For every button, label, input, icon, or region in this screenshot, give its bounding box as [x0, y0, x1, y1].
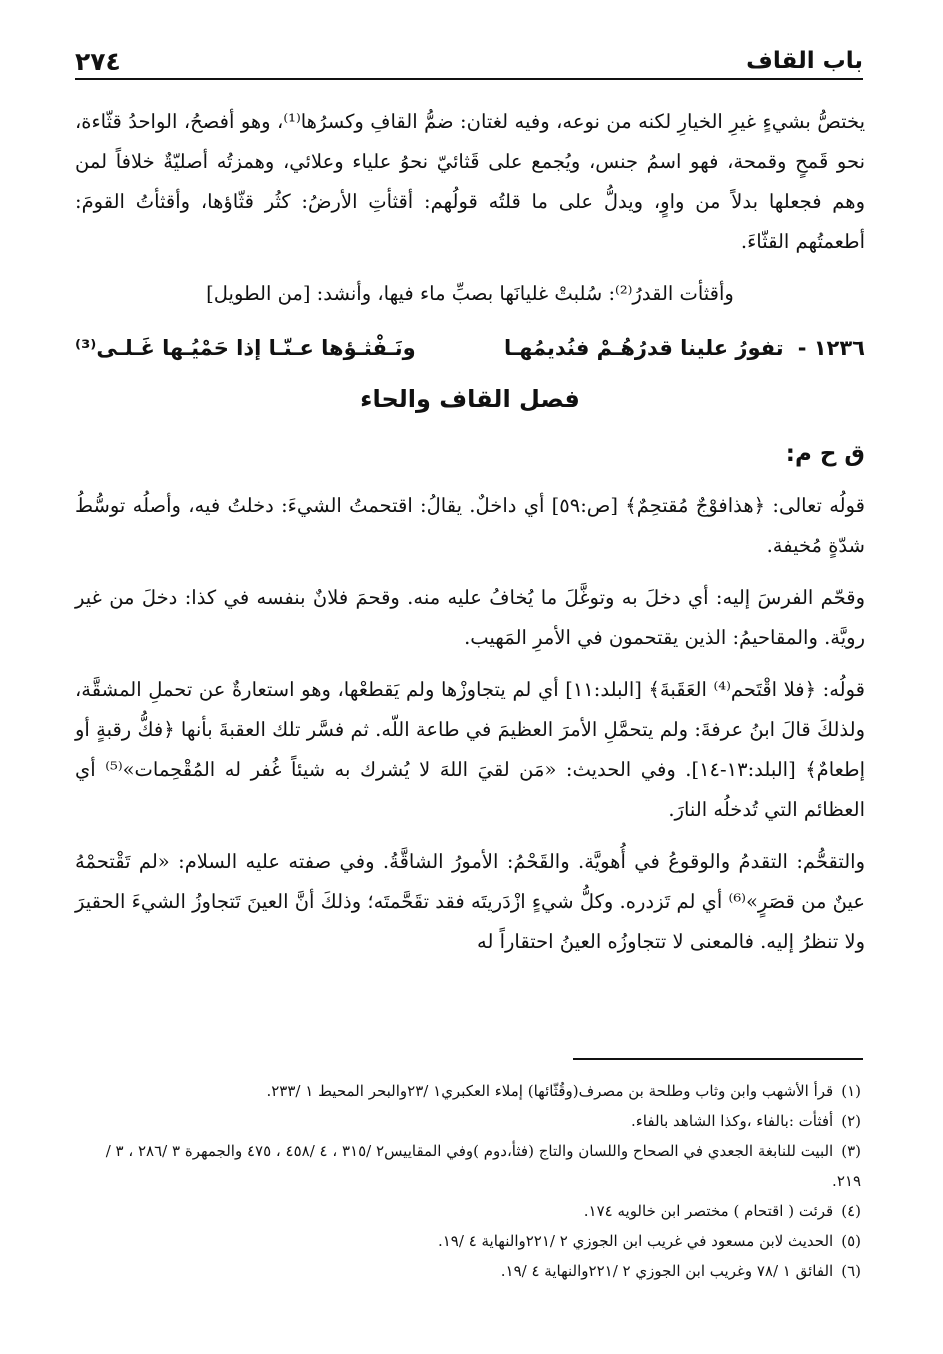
- running-head: [75, 38, 863, 80]
- verse-number: ١٢٣٦ -: [797, 336, 865, 360]
- paragraph: وقحّم الفرسَ إليه: أي دخلَ به وتوغَّلَ ما يُخافُ عليه منه. وقحمَ فلانٌ بنفسه في كذا: دخلَ من غير رويَّة. والمقاحيمُ: الذين يقتحمون في الأمرِ المَهيب.: [75, 586, 865, 649]
- verse-second-hemistich: ونَـفْثـؤها عـنّـا إذا حَمْيُـها غَـلـى⁽³⁾: [75, 336, 416, 360]
- footnotes: [85, 1076, 861, 1286]
- footnote: (١)قرأ الأشهب وابن وثاب وطلحة بن مصرف(وقُثّائها) إملاء العكبري١ /٢٣والبحر المحيط ١ /٢٣٣.: [266, 1082, 861, 1100]
- chapter-title: باب القاف: [746, 48, 863, 74]
- root-heading: ق ح م:: [785, 441, 865, 467]
- footnote-separator: [573, 1058, 863, 1060]
- page-body: [75, 102, 865, 974]
- verse-first-hemistich: تفورُ علينا قدرُهُـمْ فنُديمُهـا: [504, 336, 784, 360]
- page-number: ٢٧٤: [75, 47, 121, 76]
- paragraph: والتقحُّم: التقدمُ والوقوعُ في أُهويَّة. والقَحْمُ: الأمورُ الشاقَّةُ. وفي صفته عليه السلام: «لم تَقْتحمْهُ عينٌ من قصَرٍ»⁽⁶⁾ أي لم تَزدره. وكلُّ شيءٍ ازْدَريتَه فقد تقَحَّمتَه؛ وذلكَ أنَّ العينَ تَتجاوزُ الشيءَ الحقيرَ ولا تنظرُ إليه. فالمعنى لا تتجاوزُه العينُ احتقاراً له: [75, 850, 865, 953]
- footnote: (٥)الحديث لابن مسعود في غريب ابن الجوزي ٢ /٢٢١والنهاية ٤ /١٩.: [437, 1232, 861, 1250]
- footnote: (٣)البيت للنابغة الجعدي في الصحاح واللسان والتاج (فثأ،دوم )وفي المقاييس٢ /٣١٥ ، ٤ /٤٥٨ ، ٤٧٥ والجمهرة ٣ /٢٨٦ ، ٣ /٢١٩.: [105, 1142, 861, 1190]
- paragraph: قولُه: ﴿فلا اقْتَحم⁽⁴⁾ العَقَبةَ﴾ [البلد:١١] أي لم يتجاوزْها ولم يَقطعْها، وهو استعارةٌ عن تحملِ المشقَّة، ولذلكَ قالَ ابنُ عرفةَ: ولم يتحمَّلِ الأمرَ العظيمَ في طاعة اللّه. ثم فسَّر تلك العقبةَ بأنها ﴿فكُّ رقبةٍ أو إطعامٌ﴾ [البلد:١٣-١٤]. وفي الحديث: «مَن لقيَ اللهَ لا يُشرك به شيئاً غُفر له المُقْحِمات»⁽⁵⁾ أي العظائم التي تُدخلُه النارَ.: [75, 678, 865, 821]
- footnote: (٤)قرئت ( اقتحام ) مختصر ابن خالويه ١٧٤.: [583, 1202, 861, 1220]
- footnote: (٦)الفائق ١ /٧٨ وغريب ابن الجوزي ٢ /٢٢١والنهاية ٤ /١٩.: [500, 1262, 861, 1280]
- footnote: (٢)أفثأت :بالفاء ،وكذا الشاهد بالفاء.: [630, 1112, 861, 1130]
- paragraph: قولُه تعالى: ﴿هذافوْجٌ مُقتحِمٌ﴾ [ص:٥٩] أي داخلٌ. يقالُ: اقتحمتُ الشيءَ: دخلتُ فيه، وأصلُه توسُّطُ شدّةٍ مُخيفة.: [75, 494, 865, 557]
- verse-intro: وأقثأت القدرُ⁽²⁾: سُلبتْ غليانَها بصبِّ ماء فيها، وأنشد: [من الطويل]: [206, 282, 734, 305]
- poetry-verse: [75, 326, 865, 370]
- section-title: فصل القاف والحاء: [360, 385, 580, 413]
- paragraph: يختصُّ بشيءٍ غيرِ الخيارِ لكنه من نوعه، وفيه لغتان: ضمُّ القافِ وكسرُها⁽¹⁾، وهو أفصحُ، الواحدُ قثّاءة، نحو قَمحٍ وقمحة، فهو اسمُ جنس، ويُجمع على قَثائيّ نحوُ علياء وعلائي، وهمزتُه أصليّةٌ خلافاً لمن وهم فجعلها بدلاً من واوٍ، ويدلُّ على ما قلتُه قولُهم: أقثأتِ الأرضُ: كثُر قثّاؤها، وأقثأتُ القومَ: أطعمتُهم القثّاءَ.: [75, 110, 865, 253]
